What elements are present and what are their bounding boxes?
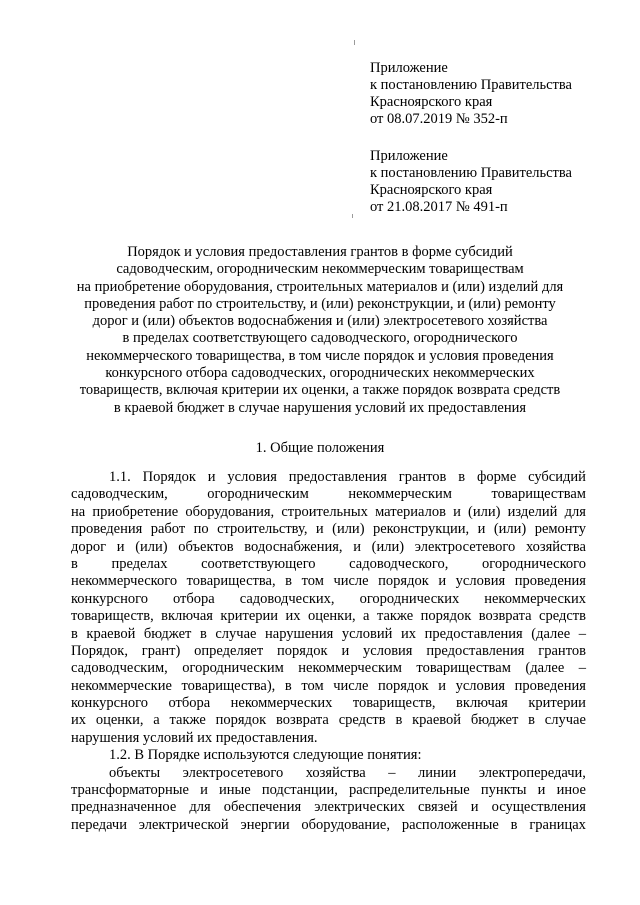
body-word: объектов (178, 538, 234, 555)
body-word: товариществ, (352, 695, 436, 712)
body-line (71, 521, 586, 538)
body-line (71, 712, 586, 729)
scan-mark (352, 214, 353, 218)
body-word: числе (333, 677, 369, 694)
body-word: грантов (398, 469, 447, 485)
body-line (71, 695, 586, 712)
body-word: их (400, 625, 416, 642)
body-word: предоставления (424, 625, 523, 642)
body-word: критерии (220, 608, 279, 625)
document-title (60, 244, 580, 417)
body-text (71, 469, 586, 834)
body-word: (далее (525, 660, 565, 677)
body-word: электросетевого (182, 764, 284, 781)
body-word: изделий (507, 503, 558, 520)
body-word: в (71, 555, 78, 572)
body-line (71, 765, 586, 782)
body-word: садоводческим, (71, 486, 168, 503)
body-word: товариществам (416, 660, 511, 677)
body-line (71, 469, 586, 486)
body-word: ремонту (534, 521, 586, 538)
body-word: нарушения (71, 729, 143, 746)
body-word: для (564, 503, 586, 520)
body-word: предоставления. (215, 729, 318, 746)
body-word: огородническим (207, 486, 309, 503)
header-line: Красноярского края (370, 94, 493, 110)
body-line (71, 608, 586, 625)
body-word: иное (556, 782, 586, 799)
body-word: и (438, 677, 446, 694)
body-word: в (510, 816, 518, 833)
body-word: энергии (240, 816, 290, 833)
body-word: садоводческого, (349, 555, 449, 572)
body-word: и (353, 538, 361, 555)
body-word: огороднических (359, 590, 460, 607)
body-word: распределительные (348, 782, 470, 799)
body-word: объекты (109, 764, 161, 781)
title-line: Порядок и условия предоставления грантов в форме субсидий (127, 244, 513, 260)
body-word: и (207, 469, 216, 485)
body-word: Порядок (142, 469, 196, 485)
body-word: границах (529, 816, 586, 833)
header-line: Приложение (370, 60, 448, 76)
body-word: условий (341, 625, 393, 642)
body-word: некоммерческим (348, 486, 452, 503)
body-word: некоммерческие (71, 677, 172, 694)
body-word: электросетевого (414, 538, 516, 555)
body-word: грантов (538, 642, 586, 659)
title-line: некоммерческого товарищества, в том числе порядок и условия проведения (86, 347, 554, 364)
body-word: и (200, 782, 208, 799)
body-word: трансформаторные (71, 782, 189, 799)
body-word: в (528, 712, 535, 729)
body-word: садоводческих, (239, 590, 335, 607)
body-word: товариществ, (71, 608, 154, 625)
scan-mark (354, 40, 355, 45)
title-line: дорог и (или) объектов водоснабжения и (или) электросетевого хозяйства (92, 313, 548, 330)
body-word: приобретение (92, 503, 179, 520)
body-line (71, 626, 586, 643)
body-word: оборудование, (301, 816, 390, 833)
body-word: электрических (314, 799, 405, 816)
body-word: в (395, 712, 403, 729)
body-word: в (285, 573, 293, 590)
header-line: Красноярского края (370, 182, 493, 198)
body-word: оценки, (95, 712, 144, 729)
body-word: случае (544, 712, 586, 729)
body-word: – (388, 764, 396, 781)
body-line (71, 678, 586, 695)
section-heading: 1. Общие положения (255, 440, 385, 456)
body-word: некоммерческих (484, 590, 586, 607)
body-word: проведения (514, 573, 586, 590)
body-word: том (301, 573, 324, 590)
body-word: их (285, 608, 301, 625)
body-word: электрической (138, 816, 229, 833)
body-word: а (363, 608, 370, 625)
body-word: и (477, 521, 486, 538)
body-word: том (301, 677, 324, 694)
body-word: обеспечения (223, 799, 302, 816)
header-line: от 08.07.2019 № 352-п (370, 111, 508, 127)
body-word: средств (539, 608, 586, 625)
body-line (71, 591, 586, 608)
body-word: для (189, 799, 211, 816)
body-word: используются (203, 747, 293, 764)
body-word: некоммерческого (71, 573, 178, 590)
body-line (71, 660, 586, 677)
body-word: проведения (71, 521, 143, 538)
body-line (71, 747, 586, 764)
body-word: оценки, (307, 608, 356, 625)
body-word: конкурсного (71, 695, 148, 712)
body-word: их (71, 712, 87, 729)
body-word: – (578, 625, 586, 642)
body-word: отбора (168, 695, 211, 712)
title-line: проведения работ по строительству, и (или) реконструкции, и (или) ремонту (84, 295, 556, 312)
body-word: и (341, 642, 350, 659)
body-word: порядок (215, 712, 267, 729)
body-word: пункты (480, 782, 527, 799)
body-word: условия (455, 677, 506, 694)
body-line (71, 486, 586, 503)
body-word: строительных (281, 503, 368, 520)
title-line: на приобретение оборудования, строительных материалов и (или) изделий для (76, 278, 564, 295)
header-line: к постановлению Правительства (370, 77, 572, 93)
body-word: и (470, 799, 479, 816)
body-line (71, 643, 586, 660)
body-word: работ (150, 521, 186, 538)
appendix-header-original (370, 148, 630, 216)
body-word: их (197, 729, 216, 746)
body-line (71, 573, 586, 590)
body-word: иные (218, 782, 251, 799)
body-word: следующие (292, 747, 368, 764)
body-word: условия (227, 469, 277, 485)
body-word: линии (418, 764, 457, 781)
body-word: (или) (468, 503, 501, 520)
body-word: передачи (71, 816, 127, 833)
body-line (71, 817, 586, 834)
body-word: порядок (378, 677, 429, 694)
body-word: также (169, 712, 206, 729)
body-line (71, 782, 586, 799)
title-line: в краевой бюджет в случае нарушения условий их предоставления (113, 399, 527, 416)
body-word: 1.2. (109, 747, 135, 764)
body-word: осуществления (491, 799, 586, 816)
body-word: краевой (412, 712, 462, 729)
body-word: дорог (71, 538, 107, 555)
body-word: оборудования, (185, 503, 275, 520)
body-word: условия (363, 642, 413, 659)
body-word: Порядке (147, 747, 204, 764)
title-line: конкурсного отбора садоводческих, огороднических некоммерческих (105, 365, 535, 382)
body-word: некоммерческим (298, 660, 402, 677)
body-word: порядок (420, 608, 472, 625)
body-word: (или) (371, 538, 405, 555)
body-word: реконструкции, (372, 521, 470, 538)
body-word: и (438, 573, 447, 590)
body-word: (далее (531, 625, 571, 642)
body-word: и (116, 538, 125, 555)
body-word: отбора (172, 590, 215, 607)
body-line (71, 730, 586, 747)
body-word: на (71, 503, 86, 520)
body-word: также (376, 608, 414, 625)
title-line: товариществ, включая критерии их оценки, а также порядок возврата средств (79, 382, 561, 399)
body-word: конкурсного (71, 590, 148, 607)
body-word: грант) (141, 642, 181, 659)
body-word: огороднического (481, 555, 586, 572)
body-word: бюджет (143, 625, 192, 642)
body-word: товарищества, (186, 573, 276, 590)
body-word: и (537, 782, 546, 799)
body-word: хозяйства (525, 538, 586, 555)
body-word: краевой (86, 625, 136, 642)
body-word: числе (333, 573, 369, 590)
body-word: 1.1. (109, 469, 131, 485)
body-word: водоснабжения, (244, 538, 343, 555)
body-word: включая (161, 608, 213, 625)
header-line: к постановлению Правительства (370, 165, 572, 181)
body-word: В (134, 747, 148, 764)
body-word: включая (456, 695, 508, 712)
body-line (71, 556, 586, 573)
body-word: садоводческим, (71, 660, 168, 677)
body-word: случае (215, 625, 257, 642)
body-word: (или) (332, 521, 365, 538)
body-word: определяет (194, 642, 264, 659)
body-word: и (315, 521, 324, 538)
body-word: подстанции, (261, 782, 338, 799)
body-word: нарушения (265, 625, 334, 642)
body-word: понятия: (367, 747, 422, 764)
header-line: Приложение (370, 148, 448, 164)
body-word: по (193, 521, 209, 538)
body-word: предоставления (426, 642, 525, 659)
body-line (71, 799, 586, 816)
body-word: возврата (478, 608, 532, 625)
body-word: – (578, 660, 586, 677)
body-word: Порядок, (71, 642, 128, 659)
title-line: садоводческим, огородническим некоммерческим товариществам (116, 261, 524, 278)
body-word: форме (476, 469, 517, 485)
body-word: порядок (277, 642, 328, 659)
body-word: порядок (378, 573, 429, 590)
body-word: соответствующего (201, 555, 316, 572)
body-line (71, 504, 586, 521)
body-word: предназначенное (71, 799, 177, 816)
body-word: связей (417, 799, 458, 816)
body-word: проведения (514, 677, 586, 694)
body-word: предоставления (288, 469, 387, 485)
body-word: товарищества), (181, 677, 276, 694)
body-word: бюджет (470, 712, 519, 729)
body-word: огородническим (182, 660, 284, 677)
body-word: электропередачи, (478, 764, 586, 781)
body-word: условий (142, 729, 198, 746)
body-word: пределах (111, 555, 168, 572)
body-word: в (199, 625, 207, 642)
body-word: субсидий (528, 469, 586, 485)
body-word: строительству, (217, 521, 308, 538)
body-word: в (458, 469, 466, 485)
title-line: в пределах соответствующего садоводческого, огороднического (122, 330, 518, 347)
body-word: средств (338, 712, 386, 729)
body-word: критерии (528, 695, 586, 712)
body-word: (или) (135, 538, 168, 555)
appendix-header-current (370, 60, 630, 128)
body-word: возврата (276, 712, 329, 729)
body-word: в (71, 625, 78, 642)
body-word: некоммерческих (230, 695, 333, 712)
body-word: товариществам (491, 486, 586, 503)
body-word: условия (455, 573, 506, 590)
body-word: в (284, 677, 292, 694)
body-line (71, 539, 586, 556)
header-line: от 21.08.2017 № 491-п (370, 199, 508, 215)
body-word: материалов (375, 503, 446, 520)
body-word: хозяйства (305, 764, 366, 781)
body-word: расположенные (401, 816, 499, 833)
body-word: и (453, 503, 461, 520)
body-word: а (153, 712, 160, 729)
body-word: (или) (493, 521, 527, 538)
